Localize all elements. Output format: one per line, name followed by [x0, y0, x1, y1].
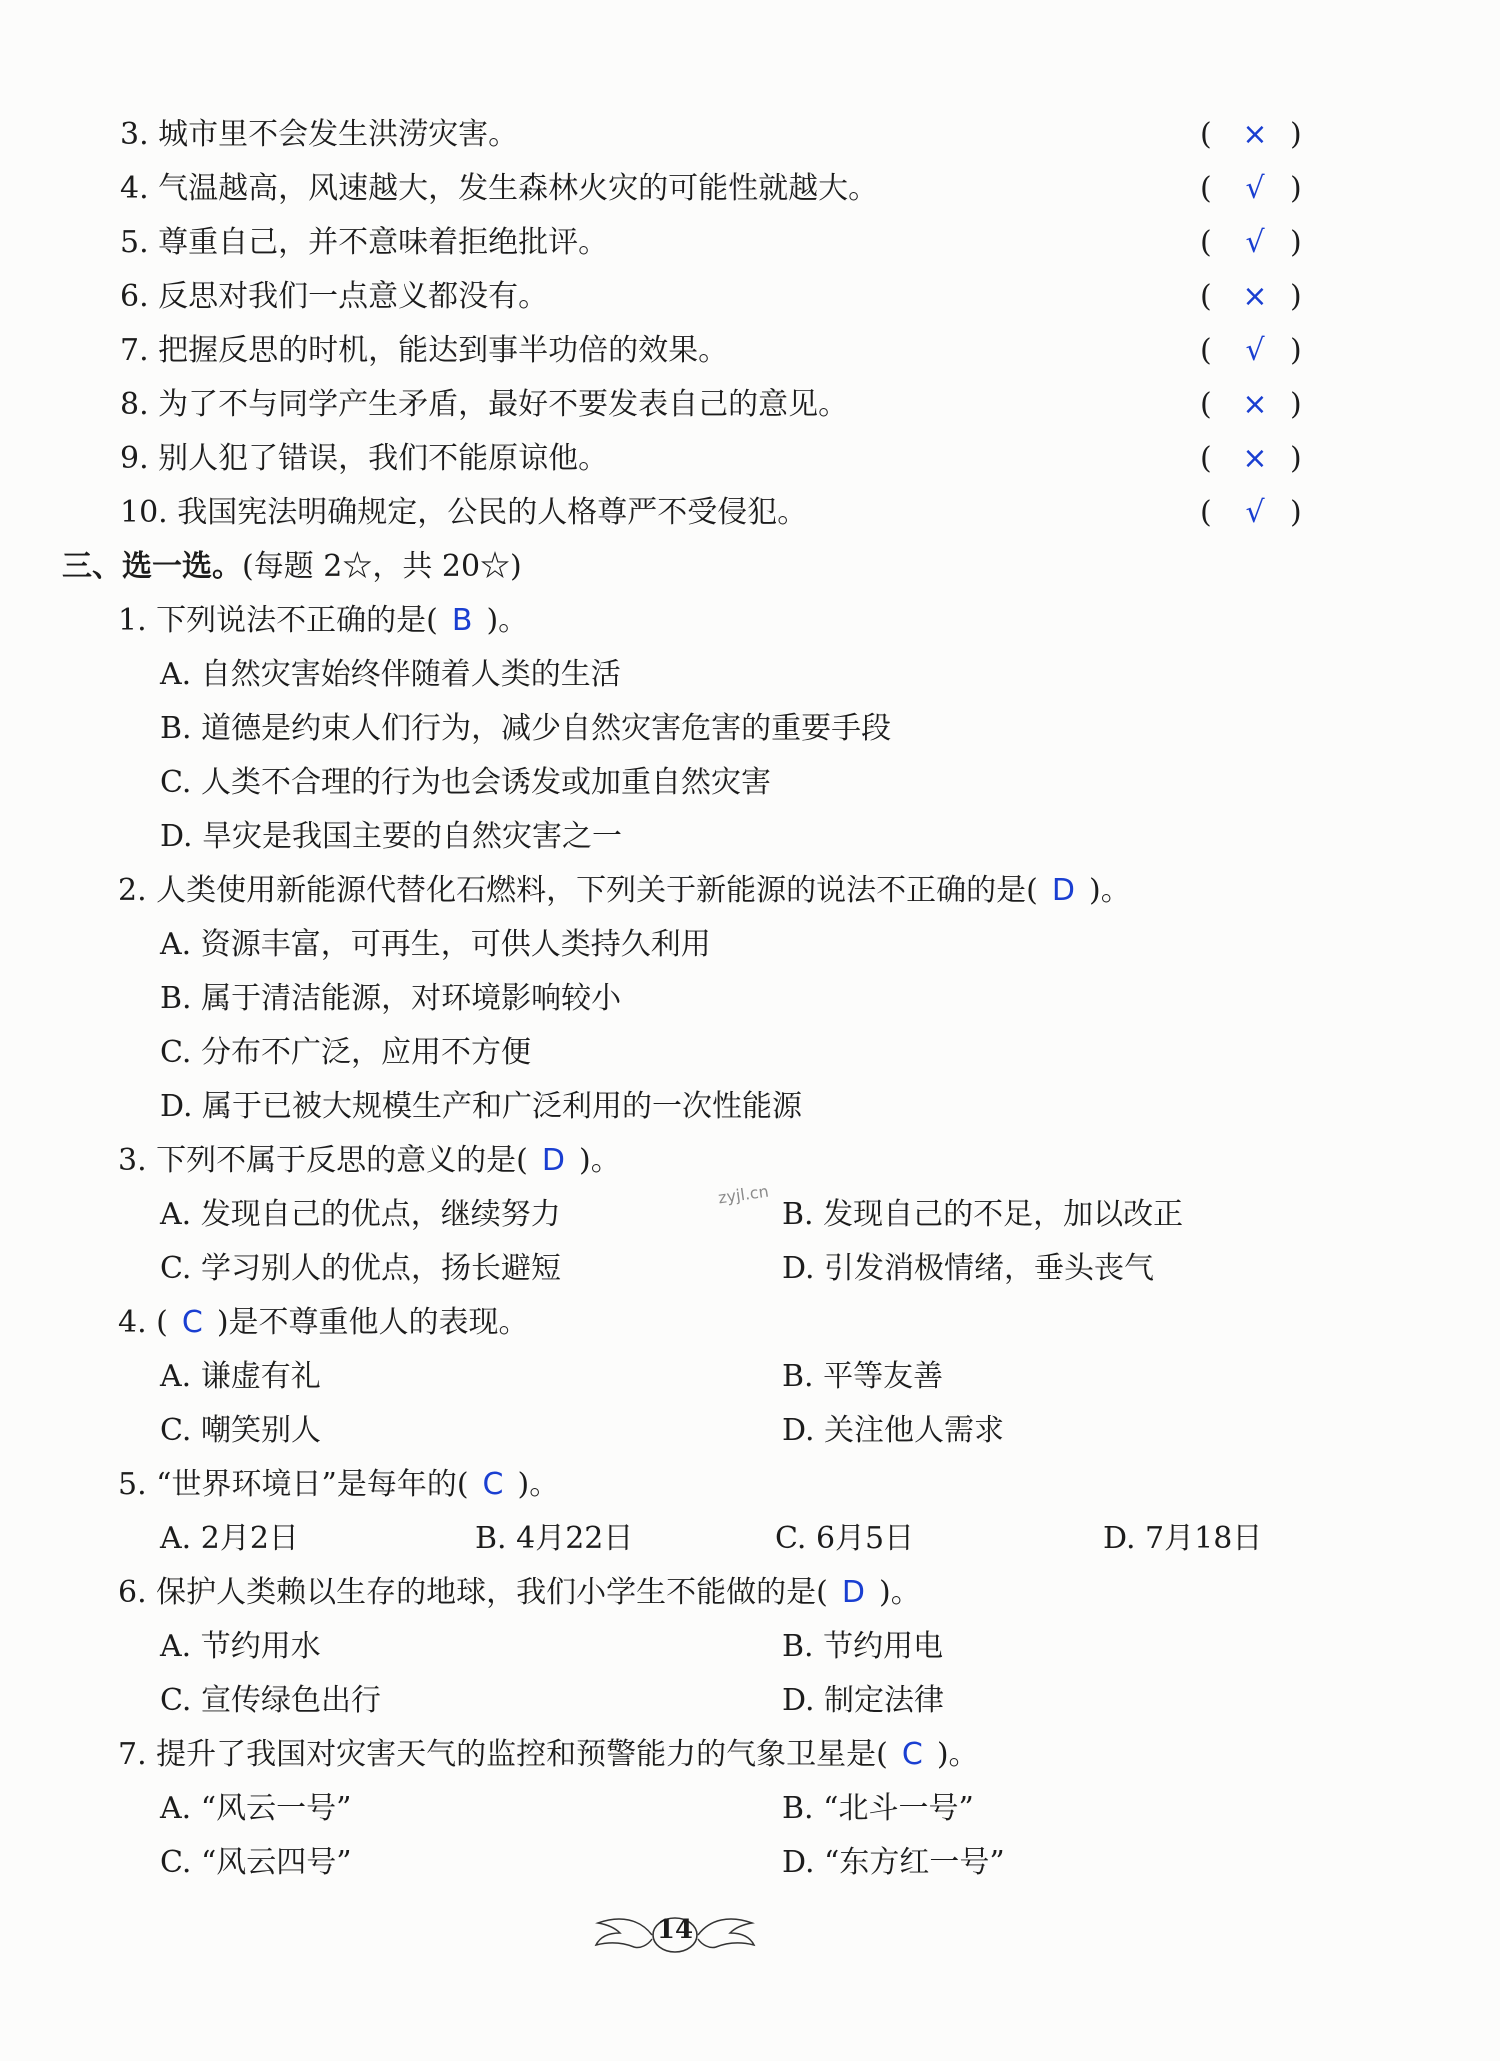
option: C. 嘲笑别人	[160, 1413, 321, 1448]
paren-open: (	[1200, 333, 1212, 368]
paren-close: )	[1290, 441, 1302, 476]
option: B. 发现自己的不足，加以改正	[782, 1197, 1184, 1232]
option: D. “东方红一号”	[782, 1845, 1005, 1880]
judge-item	[0, 490, 1500, 536]
question-answer: B	[451, 603, 473, 638]
question-answer: D	[541, 1143, 565, 1178]
option: C. 宣传绿色出行	[160, 1683, 381, 1718]
question-answer: C	[482, 1467, 504, 1502]
option-row	[0, 706, 1500, 752]
judge-answer: ×	[1242, 279, 1268, 314]
judge-answer: ×	[1242, 117, 1268, 152]
question-text: 2. 人类使用新能源代替化石燃料，下列关于新能源的说法不正确的是(	[118, 873, 1038, 908]
question-answer: D	[1051, 873, 1075, 908]
option-row	[0, 1678, 1500, 1724]
judge-item	[0, 274, 1500, 320]
option-row	[0, 1030, 1500, 1076]
option: C. 人类不合理的行为也会诱发或加重自然灾害	[160, 765, 771, 800]
option: A. 谦虚有礼	[160, 1359, 321, 1394]
option: B. 道德是约束人们行为，减少自然灾害危害的重要手段	[160, 711, 892, 746]
section-heading	[62, 544, 522, 590]
question-stem	[0, 1138, 1500, 1184]
question-stem	[0, 868, 1500, 914]
question-text: 4. (	[118, 1305, 168, 1340]
option: A. 2月2日	[160, 1521, 299, 1556]
option: D. 旱灾是我国主要的自然灾害之一	[160, 819, 623, 854]
option-row	[0, 1840, 1500, 1886]
judge-item	[0, 382, 1500, 428]
judge-item-text: 7. 把握反思的时机，能达到事半功倍的效果。	[120, 333, 729, 368]
judge-item-text: 5. 尊重自己，并不意味着拒绝批评。	[120, 225, 609, 260]
option: D. 7月18日	[1103, 1521, 1263, 1556]
option: A. 自然灾害始终伴随着人类的生活	[160, 657, 621, 692]
option: D. 关注他人需求	[782, 1413, 1005, 1448]
question-answer: C	[901, 1737, 923, 1772]
judge-item	[0, 166, 1500, 212]
question-stem	[0, 1732, 1500, 1778]
paren-close: )	[1290, 279, 1302, 314]
question-text-end: )。	[517, 1467, 560, 1502]
paren-open: (	[1200, 495, 1212, 530]
question-text: 1. 下列说法不正确的是(	[118, 603, 438, 638]
judge-item-text: 4. 气温越高，风速越大，发生森林火灾的可能性就越大。	[120, 171, 879, 206]
judge-item-text: 8. 为了不与同学产生矛盾，最好不要发表自己的意见。	[120, 387, 849, 422]
option-row	[0, 760, 1500, 806]
paren-open: (	[1200, 171, 1212, 206]
option: D. 引发消极情绪，垂头丧气	[782, 1251, 1155, 1286]
question-text: 3. 下列不属于反思的意义的是(	[118, 1143, 528, 1178]
question-text-end: )是不尊重他人的表现。	[216, 1305, 529, 1340]
judge-answer: √	[1245, 225, 1265, 260]
question-answer: C	[181, 1305, 203, 1340]
option: C. 学习别人的优点，扬长避短	[160, 1251, 561, 1286]
question-text-end: )。	[878, 1575, 921, 1610]
question-stem	[0, 1570, 1500, 1616]
option-row	[0, 1084, 1500, 1130]
option: C. “风云四号”	[160, 1845, 352, 1880]
option: D. 属于已被大规模生产和广泛利用的一次性能源	[160, 1089, 803, 1124]
option: B. 节约用电	[782, 1629, 944, 1664]
paren-open: (	[1200, 225, 1212, 260]
judge-answer: √	[1245, 333, 1265, 368]
paren-close: )	[1290, 117, 1302, 152]
page-number-badge	[590, 1905, 760, 1965]
option: D. 制定法律	[782, 1683, 945, 1718]
judge-item	[0, 220, 1500, 266]
question-answer: D	[841, 1575, 865, 1610]
question-stem	[0, 1462, 1500, 1508]
question-text-end: )。	[1088, 873, 1131, 908]
option-row	[0, 1624, 1500, 1670]
option-row	[0, 814, 1500, 860]
option: A. 资源丰富，可再生，可供人类持久利用	[160, 927, 711, 962]
judge-answer: ×	[1242, 387, 1268, 422]
paren-close: )	[1290, 333, 1302, 368]
option: C. 分布不广泛，应用不方便	[160, 1035, 531, 1070]
section-title: 三、选一选。	[62, 549, 242, 584]
question-stem	[0, 598, 1500, 644]
watermark: zyjl.cn	[716, 1181, 770, 1208]
paren-close: )	[1290, 225, 1302, 260]
option: B. 平等友善	[782, 1359, 944, 1394]
option: A. 节约用水	[160, 1629, 321, 1664]
option-row	[0, 1408, 1500, 1454]
paren-open: (	[1200, 387, 1212, 422]
option: A. 发现自己的优点，继续努力	[160, 1197, 561, 1232]
option: A. “风云一号”	[160, 1791, 352, 1826]
option-row	[0, 652, 1500, 698]
option: B. 属于清洁能源，对环境影响较小	[160, 981, 622, 1016]
option-row	[0, 976, 1500, 1022]
question-text: 5. “世界环境日”是每年的(	[118, 1467, 469, 1502]
judge-item	[0, 436, 1500, 482]
paren-open: (	[1200, 441, 1212, 476]
paren-close: )	[1290, 387, 1302, 422]
question-text-end: )。	[936, 1737, 979, 1772]
paren-close: )	[1290, 171, 1302, 206]
judge-item-text: 6. 反思对我们一点意义都没有。	[120, 279, 549, 314]
option: B. “北斗一号”	[782, 1791, 974, 1826]
option-row	[0, 1516, 1500, 1562]
judge-item-text: 9. 别人犯了错误，我们不能原谅他。	[120, 441, 609, 476]
paren-close: )	[1290, 495, 1302, 530]
question-text: 7. 提升了我国对灾害天气的监控和预警能力的气象卫星是(	[118, 1737, 888, 1772]
option: B. 4月22日	[475, 1521, 634, 1556]
question-stem	[0, 1300, 1500, 1346]
judge-answer: √	[1245, 495, 1265, 530]
judge-item	[0, 112, 1500, 158]
section-note: (每题 2☆，共 20☆)	[242, 549, 522, 584]
question-text-end: )。	[578, 1143, 621, 1178]
question-text-end: )。	[486, 603, 529, 638]
judge-item-text: 3. 城市里不会发生洪涝灾害。	[120, 117, 519, 152]
judge-answer: ×	[1242, 441, 1268, 476]
option-row	[0, 1786, 1500, 1832]
option-row	[0, 1354, 1500, 1400]
option-row	[0, 922, 1500, 968]
page-number: 14	[656, 1915, 694, 1945]
judge-item-text: 10. 我国宪法明确规定，公民的人格尊严不受侵犯。	[120, 495, 808, 530]
paren-open: (	[1200, 279, 1212, 314]
question-text: 6. 保护人类赖以生存的地球，我们小学生不能做的是(	[118, 1575, 828, 1610]
option: C. 6月5日	[775, 1521, 915, 1556]
paren-open: (	[1200, 117, 1212, 152]
option-row	[0, 1246, 1500, 1292]
judge-answer: √	[1245, 171, 1265, 206]
judge-item	[0, 328, 1500, 374]
